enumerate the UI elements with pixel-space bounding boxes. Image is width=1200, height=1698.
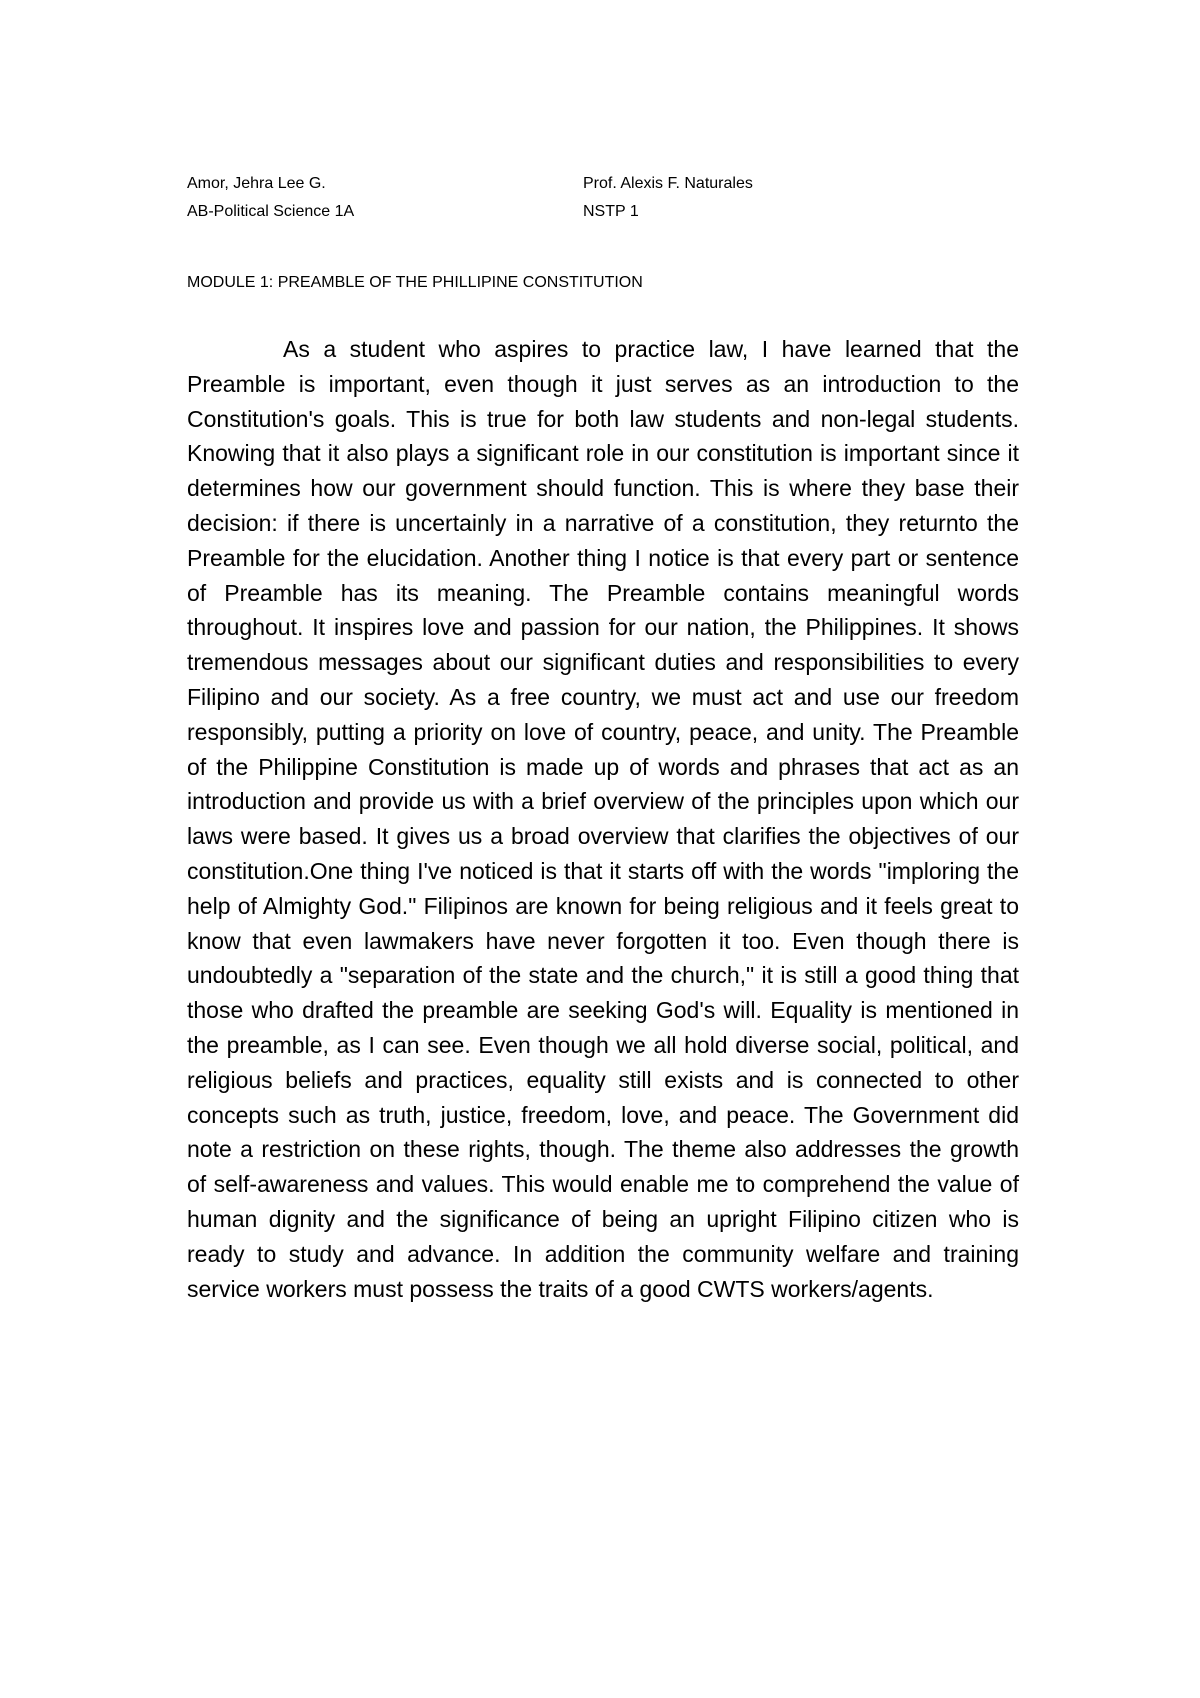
course-info [583, 170, 753, 226]
professor-name: Prof. Alexis F. Naturales [583, 175, 753, 192]
subject-code: NSTP 1 [583, 203, 639, 220]
course-section: AB-Political Science 1A [187, 203, 355, 220]
module-title: MODULE 1: PREAMBLE OF THE PHILLIPINE CONSTITUTION [187, 274, 643, 291]
essay-paragraph: As a student who aspires to practice law, I have learned that the Preamble is important, even though it just serves as an introduction to the Constitution's goals. This is true for both law students and non-legal students. Knowing that it also plays a significant role in our constitution is important since it determines how our government should function. This is where they base their decision: if there is uncertainly in a narrative of a constitution, they returnto the Preamble for the elucidation. Another thing I notice is that every part or sentence of Preamble has its meaning. The Preamble contains meaningful words throughout. It inspires love and passion for our nation, the Philippines. It shows tremendous messages about our significant duties and responsibilities to every Filipino and our society. As a free country, we must act and use our freedom responsibly, putting a priority on love of country, peace, and unity. The Preamble of the Philippine Constitution is made up of words and phrases that act as an introduction and provide us with a brief overview of the principles upon which our laws were based. It gives us a broad overview that clarifies the objectives of our constitution.One thing I've noticed is that it starts off with the words "imploring the help of Almighty God." Filipinos are known for being religious and it feels great to know that even lawmakers have never forgotten it too. Even though there is undoubtedly a "separation of the state and the church," it is still a good thing that those who drafted the preamble are seeking God's will. Equality is mentioned in the preamble, as I can see. Even though we all hold diverse social, political, and religious beliefs and practices, equality still exists and is connected to other concepts such as truth, justice, freedom, love, and peace. The Government did note a restriction on these rights, though. The theme also addresses the growth of self-awareness and values. This would enable me to comprehend the value of human dignity and the significance of being an upright Filipino citizen who is ready to study and advance. In addition the community welfare and training service workers must possess the traits of a good CWTS workers/agents. [187, 336, 1019, 1302]
student-name: Amor, Jehra Lee G. [187, 175, 326, 192]
student-info [187, 170, 354, 226]
